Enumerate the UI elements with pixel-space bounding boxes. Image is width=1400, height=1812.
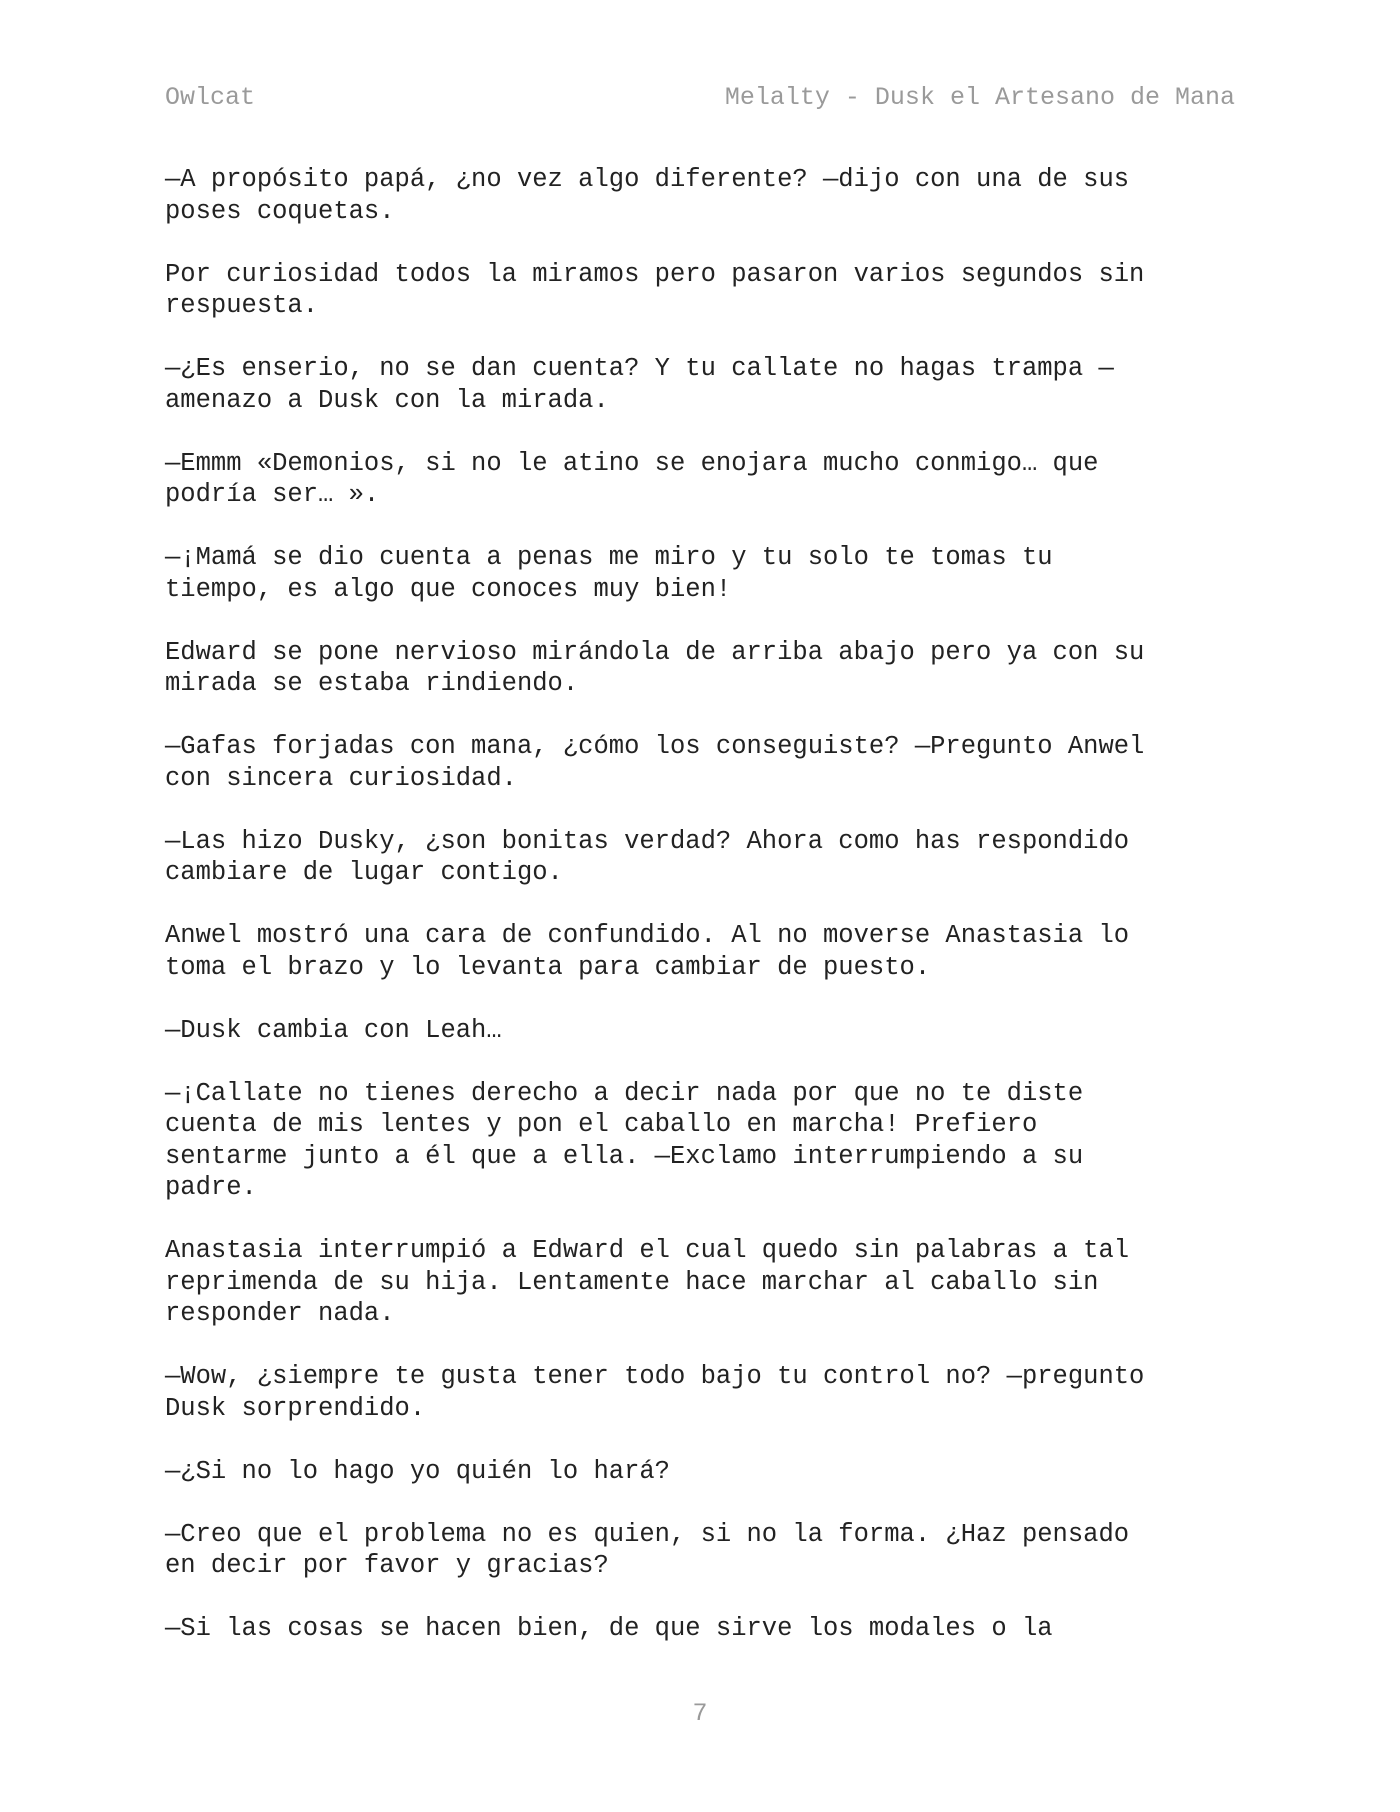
paragraph: —Si las cosas se hacen bien, de que sirve los modales o la (165, 1614, 1053, 1643)
paragraph: —Creo que el problema no es quien, si no la forma. ¿Haz pensado en decir por favor y gracias? (165, 1519, 1130, 1580)
paragraph: —¡Callate no tienes derecho a decir nada por que no te diste cuenta de mis lentes y pon el caballo en marcha! Prefiero sentarme junto a él que a ella. —Exclamo interrumpiendo a su padre. (165, 1078, 1084, 1202)
page-body (165, 164, 1235, 1676)
paragraph: —Emmm «Demonios, si no le atino se enojara mucho conmigo… que podría ser… ». (165, 448, 1099, 509)
paragraph: —Gafas forjadas con mana, ¿cómo los conseguiste? —Pregunto Anwel con sincera curiosidad. (165, 732, 1145, 793)
paragraph: —¡Mamá se dio cuenta a penas me miro y tu solo te tomas tu tiempo, es algo que conoces muy bien! (165, 543, 1053, 604)
paragraph: —Las hizo Dusky, ¿son bonitas verdad? Ahora como has respondido cambiare de lugar contigo. (165, 826, 1130, 887)
paragraph: —Dusk cambia con Leah… (165, 1015, 502, 1045)
paragraph: Por curiosidad todos la miramos pero pasaron varios segundos sin respuesta. (165, 259, 1145, 320)
paragraph: —A propósito papá, ¿no vez algo diferente? —dijo con una de sus poses coquetas. (165, 165, 1130, 226)
page-number: 7 (692, 1699, 708, 1728)
header-author: Owlcat (165, 83, 256, 112)
paragraph: Anastasia interrumpió a Edward el cual quedo sin palabras a tal reprimenda de su hija. Lentamente hace marchar al caballo sin responder nada. (165, 1236, 1130, 1328)
paragraph: —¿Es enserio, no se dan cuenta? Y tu callate no hagas trampa — amenazo a Dusk con la mirada. (165, 354, 1114, 415)
paragraph: Edward se pone nervioso mirándola de arriba abajo pero ya con su mirada se estaba rindiendo. (165, 637, 1145, 698)
paragraph: Anwel mostró una cara de confundido. Al no moverse Anastasia lo toma el brazo y lo levanta para cambiar de puesto. (165, 921, 1130, 982)
header-title: Melalty - Dusk el Artesano de Mana (724, 83, 1235, 112)
page-footer (0, 1698, 1400, 1730)
paragraph: —Wow, ¿siempre te gusta tener todo bajo tu control no? —pregunto Dusk sorprendido. (165, 1362, 1145, 1423)
page-header (165, 82, 1235, 114)
paragraph: —¿Si no lo hago yo quién lo hará? (165, 1456, 670, 1486)
